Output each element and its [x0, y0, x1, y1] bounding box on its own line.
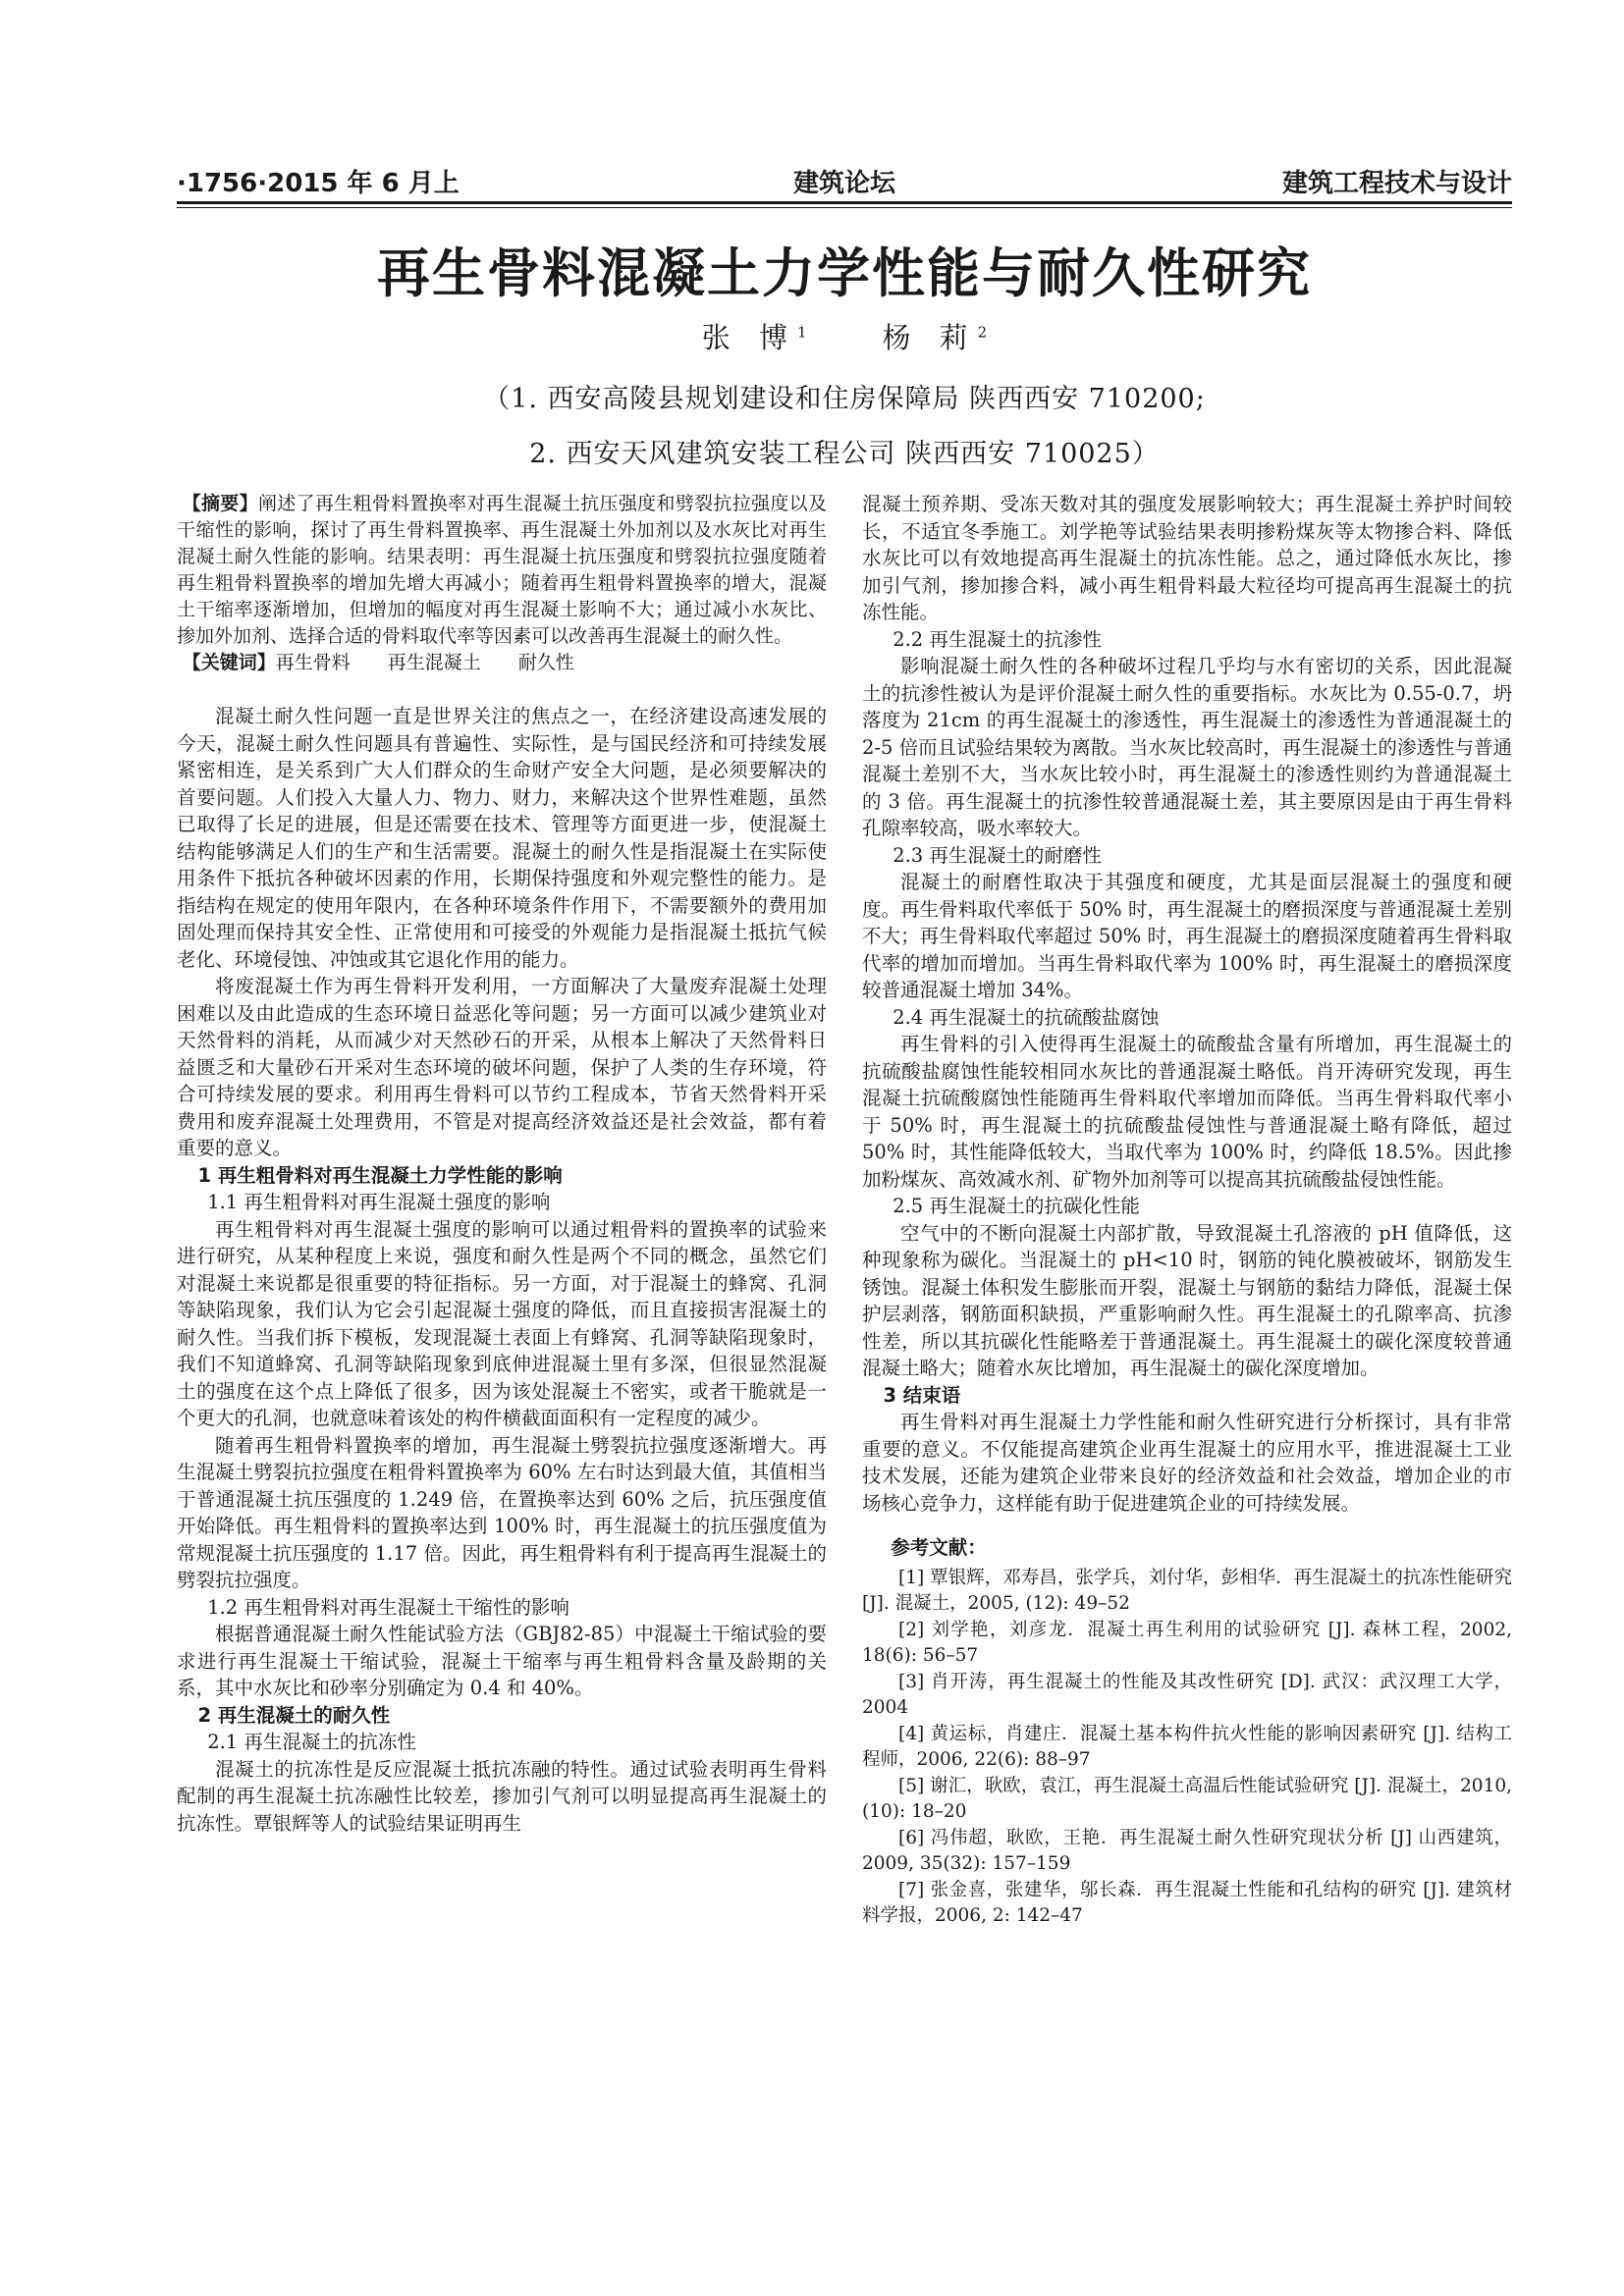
reference-item: [5] 谢汇，耿欧，袁江，再生混凝土高温后性能试验研究 [J]. 混凝土，2010, (10): 18–20: [862, 1775, 1512, 1822]
left-column: [177, 491, 827, 1837]
author-affil-mark: 2: [977, 323, 988, 342]
reference-list: [862, 1566, 1512, 1930]
running-header: [177, 163, 1512, 196]
affiliation-2: 2. 西安天风建筑安装工程公司 陕西西安 710025）: [529, 439, 1160, 469]
header-rule: [177, 201, 1512, 204]
subsection-heading: 1.1 再生粗骨料对再生混凝土强度的影响: [207, 1191, 551, 1213]
author-name: 张 博: [701, 321, 798, 354]
journal-name: 建筑论坛: [792, 169, 895, 198]
author-line: [177, 316, 1512, 356]
author-name: 杨 莉: [882, 321, 978, 354]
reference-item: [2] 刘学艳，刘彦龙．混凝土再生利用的试验研究 [J]. 森林工程，2002, 18(6): 56–57: [862, 1619, 1512, 1666]
affiliation-1: （1. 西安高陵县规划建设和住房保障局 陕西西安 710200;: [483, 384, 1206, 414]
abstract-text: 阐述了再生粗骨料置换率对再生混凝土抗压强度和劈裂抗拉强度以及干缩性的影响，探讨了再生骨料置换率、再生混凝土外加剂以及水灰比对再生混凝土耐久性能的影响。结果表明：再生混凝土抗压强度和劈裂抗拉强度随着再生粗骨料置换率的增加先增大再减小；随着再生粗骨料置换率的增大，混凝土干缩率逐渐增加，但增加的幅度对再生混凝土影响不大；通过减小水灰比、掺加外加剂、选择合适的骨料取代率等因素可以改善再生混凝土的耐久性。: [177, 493, 827, 647]
body-paragraph: 影响混凝土耐久性的各种破坏过程几乎均与水有密切的关系，因此混凝土的抗渗性被认为是评价混凝土耐久性的重要指标。水灰比为 0.55-0.7，坍落度为 21cm 的再生混凝土的渗透性，再生混凝土的渗透性为普通混凝土的 2-5 倍而且试验结果较为离散。当水灰比较高时，再生混凝土的渗透性与普通混凝土差别不大，当水灰比较小时，再生混凝土的渗透性则约为普通混凝土的 3 倍。再生混凝土的抗渗性较普通混凝土差，其主要原因是由于再生骨料孔隙率较高，吸水率较大。: [862, 655, 1512, 839]
references: [862, 1534, 1512, 1930]
body-paragraph: 混凝土的抗冻性是反应混凝土抵抗冻融的特性。通过试验表明再生骨料配制的再生混凝土抗冻融性比较差，掺加引气剂可以明显提高再生混凝土的抗冻性。覃银辉等人的试验结果证明再生: [177, 1757, 827, 1835]
right-body: [862, 491, 1512, 1517]
subsection-heading: 2.5 再生混凝土的抗碳化性能: [893, 1195, 1140, 1217]
body-paragraph: 再生粗骨料对再生混凝土强度的影响可以通过粗骨料的置换率的试验来进行研究，从某种程度上来说，强度和耐久性是两个不同的概念，虽然它们对混凝土来说都是很重要的特征指标。另一方面，对于混凝土的蜂窝、孔洞等缺陷现象，我们认为它会引起混凝土强度的降低，而且直接损害混凝土的耐久性。当我们拆下模板，发现混凝土表面上有蜂窝、孔洞等缺陷现象时，我们不知道蜂窝、孔洞等缺陷现象到底伸进混凝土里有多深，但很显然混凝土的强度在这个点上降低了很多，因为该处混凝土不密实，或者干脆就是一个更大的孔洞，也就意味着该处的构件横截面面积有一定程度的减少。: [177, 1217, 827, 1429]
left-body: [177, 703, 827, 1837]
keyword: 耐久性: [517, 652, 574, 673]
body-paragraph: 混凝土的耐磨性取决于其强度和硬度，尤其是面层混凝土的强度和硬度。再生骨料取代率低于 50% 时，再生混凝土的磨损深度与普通混凝土差别不大；再生骨料取代率超过 50% 时，再生混凝土的磨损深度随着再生骨料取代率的增加而增加。当再生骨料取代率为 100% 时，再生混凝土的磨损深度较普通混凝土增加 34%。: [862, 871, 1512, 1001]
abstract: [177, 491, 827, 676]
section-name: 建筑工程技术与设计: [1281, 169, 1512, 198]
body-paragraph: 根据普通混凝土耐久性能试验方法（GBJ82-85）中混凝土干缩试验的要求进行再生混凝土干缩试验，混凝土干缩率与再生粗骨料含量及龄期的关系，其中水灰比和砂率分别确定为 0.4 和 40%。: [177, 1623, 827, 1699]
subsection-heading: 2.3 再生混凝土的耐磨性: [893, 843, 1102, 867]
section-heading: 1 再生粗骨料对再生混凝土力学性能的影响: [197, 1163, 563, 1187]
article-title: 再生骨料混凝土力学性能与耐久性研究: [377, 241, 1312, 304]
abstract-label: 【摘要】: [182, 493, 258, 514]
reference-item: [7] 张金喜，张建华，邬长森．再生混凝土性能和孔结构的研究 [J]. 建筑材料学报，2006, 2: 142–47: [862, 1879, 1512, 1926]
section-heading: 3 结束语: [883, 1383, 961, 1407]
reference-item: [4] 黄运标，肖建庄．混凝土基本构件抗火性能的影响因素研究 [J]. 结构工程师，2006, 22(6): 88–97: [862, 1723, 1512, 1770]
reference-item: [3] 肖开涛，再生混凝土的性能及其改性研究 [D]. 武汉：武汉理工大学，2004: [862, 1671, 1512, 1718]
header-rule-thin: [177, 207, 1512, 208]
reference-item: [6] 冯伟超，耿欧，王艳．再生混凝土耐久性研究现状分析 [J] 山西建筑，2009, 35(32): 157–159: [862, 1827, 1512, 1874]
body-paragraph: 混凝土耐久性问题一直是世界关注的焦点之一，在经济建设高速发展的今天，混凝土耐久性问题具有普遍性、实际性，是与国民经济和可持续发展紧密相连，是关系到广大人们群众的生命财产安全大问题，是必须要解决的首要问题。人们投入大量人力、物力、财力，来解决这个世界性难题，虽然已取得了长足的进展，但是还需要在技术、管理等方面更进一步，使混凝土结构能够满足人们的生产和生活需要。混凝土的耐久性是指混凝土在实际使用条件下抵抗各种破坏因素的作用，长期保持强度和外观完整性的能力。是指结构在规定的使用年限内，在各种环境条件作用下，不需要额外的费用加固处理而保持其安全性、正常使用和可接受的外观能力是指混凝土抵抗气候老化、环境侵蚀、冲蚀或其它退化作用的能力。: [177, 705, 827, 971]
spacer: [177, 676, 827, 703]
subsection-heading: 2.1 再生混凝土的抗冻性: [207, 1731, 416, 1753]
keyword: 再生混凝土: [387, 652, 481, 673]
page-number-date: ·1756·2015 年 6 月上: [177, 169, 460, 198]
body-paragraph: 再生骨料对再生混凝土力学性能和耐久性研究进行分析探讨，具有非常重要的意义。不仅能提高建筑企业再生混凝土的应用水平，推进混凝土工业技术发展，还能为建筑企业带来良好的经济效益和社会效益，增加企业的市场核心竞争力，这样能有助于促进建筑企业的可持续发展。: [862, 1411, 1512, 1515]
keyword: 再生骨料: [275, 652, 351, 673]
body-paragraph: 将废混凝土作为再生骨料开发利用，一方面解决了大量废弃混凝土处理困难以及由此造成的生态环境日益恶化等问题；另一方面可以减少建筑业对天然骨料的消耗，从而减少对天然砂石的开采，从根本上解决了天然骨料日益匮乏和大量砂石开采对生态环境的破坏问题，保护了人类的生存环境，符合可持续发展的要求。利用再生骨料可以节约工程成本，节省天然骨料开采费用和废弃混凝土处理费用，不管是对提高经济效益还是社会效益，都有着重要的意义。: [177, 975, 827, 1159]
body-paragraph: 空气中的不断向混凝土内部扩散，导致混凝土孔溶液的 pH 值降低，这种现象称为碳化。当混凝土的 pH<10 时，钢筋的钝化膜被破坏，钢筋发生锈蚀。混凝土体积发生膨胀而开裂，混凝土与钢筋的黏结力降低，混凝土保护层剥落，钢筋面积缺损，严重影响耐久性。再生混凝土的孔隙率高、抗渗性差，所以其抗碳化性能略差于普通混凝土。再生混凝土的碳化深度较普通混凝土略大；随着水灰比增加，再生混凝土的碳化深度增加。: [862, 1221, 1512, 1379]
keywords-label: 【关键词】: [182, 652, 276, 673]
body-paragraph: 随着再生粗骨料置换率的增加，再生混凝土劈裂抗拉强度逐渐增大。再生混凝土劈裂抗拉强度在粗骨料置换率为 60% 左右时达到最大值，其值相当于普通混凝土抗压强度的 1.249 倍，在置换率达到 60% 之后，抗压强度值开始降低。再生粗骨料的置换率达到 100% 时，再生混凝土的抗压强度值为常规混凝土抗压强度的 1.17 倍。因此，再生粗骨料有利于提高再生混凝土的劈裂抗拉强度。: [177, 1433, 827, 1591]
body-paragraph: 混凝土预养期、受冻天数对其的强度发展影响较大；再生混凝土养护时间较长，不适宜冬季施工。刘学艳等试验结果表明掺粉煤灰等太物掺合料、降低水灰比可以有效地提高再生混凝土的抗冻性能。总之，通过降低水灰比，掺加引气剂，掺加掺合料，减小再生粗骨料最大粒径均可提高再生混凝土的抗冻性能。: [862, 493, 1512, 623]
author-affil-mark: 1: [797, 323, 807, 342]
references-heading: 参考文献：: [891, 1536, 987, 1559]
reference-item: [1] 覃银辉，邓寿昌，张学兵，刘付华，彭相华．再生混凝土的抗冻性能研究 [J]. 混凝土，2005, (12): 49–52: [862, 1567, 1512, 1614]
subsection-heading: 1.2 再生粗骨料对再生混凝土干缩性的影响: [207, 1595, 569, 1619]
subsection-heading: 2.2 再生混凝土的抗渗性: [893, 627, 1102, 651]
body-paragraph: 再生骨料的引入使得再生混凝土的硫酸盐含量有所增加，再生混凝土的抗硫酸盐腐蚀性能较相同水灰比的普通混凝土略低。肖开涛研究发现，再生混凝土抗硫酸腐蚀性能随再生骨料取代率增加而降低。当再生骨料取代率小于 50% 时，再生混凝土的抗硫酸盐侵蚀性与普通混凝土略有降低，超过 50% 时，其性能降低较大，当取代率为 100% 时，约降低 18.5%。因此掺加粉煤灰、高效减水剂、矿物外加剂等可以提高其抗硫酸盐侵蚀性能。: [862, 1033, 1512, 1191]
subsection-heading: 2.4 再生混凝土的抗硫酸盐腐蚀: [893, 1005, 1160, 1029]
section-heading: 2 再生混凝土的耐久性: [197, 1703, 391, 1727]
right-column: [862, 491, 1512, 1930]
